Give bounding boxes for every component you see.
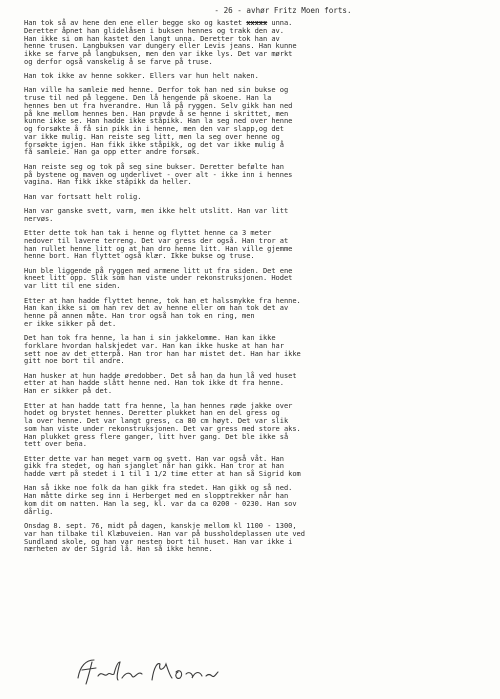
text-line: vagina. Han fikk ikke ståpikk da heller.	[24, 177, 192, 187]
text-line: Han måtte dirke seg inn i Herberget med en slopptrekker når han	[24, 491, 289, 501]
paragraph	[24, 19, 482, 66]
text-line: Sundland skole, og han var nesten bort til huset. Han var ikke i	[24, 536, 293, 546]
paragraph	[24, 402, 482, 449]
text-line: la over henne. Det var langt gress, ca 80 cm høyt. Det var slik	[24, 416, 289, 426]
text-line: nervøs.	[24, 213, 54, 223]
text-line: var han tilbake til Klæbuveien. Han var på bussholdeplassen ute ved	[24, 528, 305, 538]
text-line: var litt til ene siden.	[24, 281, 121, 291]
text-line: Han er sikker på det.	[24, 386, 113, 396]
paragraph	[24, 372, 482, 395]
text-line: og forsøkte å få sin pikk in i henne, men den var slapp,og det	[24, 124, 284, 134]
text-line: Etter dette tok han tak i henne og flyttet henne ca 3 meter	[24, 228, 272, 238]
text-line: hodet og brystet hennes. Deretter plukket han en del gress og	[24, 408, 280, 418]
paragraph	[24, 334, 482, 365]
text-line: Deretter åpnet han glidelåsen i buksen hennes og trakk den av.	[24, 25, 284, 35]
text-line: tett over bena.	[24, 439, 87, 449]
text-line: Etter at han hadde flyttet henne, tok han et halssmykke fra henne.	[24, 295, 301, 305]
document-body	[24, 19, 482, 553]
text-line: og derfor også vanskelig å se farve på truse.	[24, 56, 213, 66]
text-line: få samleie. Han ga opp etter andre forsøk.	[24, 147, 201, 157]
text-line: henne på annen måte. Han tror også han tok en ring, men	[24, 311, 255, 320]
text-line: Det han tok fra henne, la han i sin jakkelomme. Han kan ikke	[24, 333, 276, 343]
text-line: kom dit om natten. Han la seg, kl. var da ca 0200 - 0230. Han sov	[24, 498, 297, 508]
text-line: dårlig.	[24, 506, 54, 516]
paragraph	[24, 86, 482, 156]
text-line: henne bort. Han flyttet også klær. Ikke bukse og truse.	[24, 251, 255, 261]
text-line: på bystene og maven og underlivet - over alt - ikke inn i hennes	[24, 169, 293, 179]
text-line: truse til ned på leggene. Den lå hengende på skoene. Han la	[24, 93, 272, 103]
text-line: kunne ikke se. Han hadde ikke ståpikk. Han la seg ned over henne	[24, 116, 293, 126]
text-line: var ikke mulig. Han reiste seg litt, men la seg over henne og	[24, 131, 280, 141]
text-line: Etter at han hadde tatt fra henne, la han hennes røde jakke over	[24, 400, 293, 410]
text-line: gitt noe bort til andre.	[24, 356, 125, 366]
paragraph	[24, 484, 482, 515]
paragraph	[24, 207, 482, 223]
text-line: Han ville ha samleie med henne. Derfor tok han ned sin bukse og	[24, 85, 289, 95]
paragraph	[24, 72, 482, 80]
text-line: Han reiste seg og tok på seg sine bukser. Deretter befølte han	[24, 161, 284, 171]
text-line: Hun ble liggende på ryggen med armene litt ut fra siden. Det ene	[24, 265, 293, 275]
text-line: etter at han hadde slått henne ned. Han tok ikke dt fra henne.	[24, 378, 284, 388]
paragraph	[24, 455, 482, 478]
text-line: Han ikke si om han kastet den langt unna. Deretter tok han av	[24, 33, 280, 43]
page-header: - 26 - avhør Fritz Moen forts.	[214, 6, 352, 15]
text-line: henne trusen. Langbuksen var dungery eller Levis jeans. Han kunne	[24, 41, 297, 51]
text-line: hadde vært på stedet i 1 til 1 1/2 time etter at han så Sigrid kom	[24, 469, 301, 479]
text-line: forklare hvordan halskjedet var. Han kan ikke huske at han har	[24, 340, 284, 350]
text-line: hennes ben ut fra hverandre. Hun lå på ryggen. Selv gikk han ned	[24, 100, 293, 110]
paragraph	[24, 297, 482, 328]
text-line: Han husker at hun hadde øredobber. Det så han da hun lå ved huset	[24, 370, 297, 380]
text-line: nærheten av der Sigrid lå. Han så ikke henne.	[24, 544, 213, 554]
text-line: sett noe av det etterpå. Han tror han har mistet det. Han har ikke	[24, 348, 301, 358]
text-line: er ikke sikker på det.	[24, 318, 117, 328]
text-line: Etter dette var han meget varm og svett. Han var også våt. Han	[24, 453, 284, 463]
text-line: ikke se farve på langbuksen, men den var ikke lys. Det var mørkt	[24, 49, 293, 58]
text-line: han rullet henne litt og at han dro henne litt. Han ville gjemme	[24, 243, 293, 253]
text-line: Han så ikke noe folk da han gikk fra stedet. Han gikk og så ned.	[24, 483, 293, 493]
text-line: kneet litt opp. Slik som han viste under rekonstruksjonen. Hodet	[24, 273, 293, 283]
text-line: Han tok så av hene den ene eller begge sko og kastet xxxxx unna.	[24, 18, 293, 27]
text-line: gikk fra stedet, og han sjanglet når han gikk. Han tror at han	[24, 461, 284, 471]
text-line: Han kan ikke si om han rev det av henne eller om han tok det av	[24, 303, 289, 313]
paragraph	[24, 229, 482, 260]
paragraph	[24, 267, 482, 290]
text-line: på kne mellom hennes ben. Han prøvde å se henne i skrittet, men	[24, 108, 289, 118]
struck-out-word: xxxxx	[246, 18, 268, 27]
text-line: nedover til lavere terreng. Det var gress der også. Han tror at	[24, 235, 289, 245]
text-line: som han viste under rekonstruksjonen. Det var gress med store aks.	[24, 423, 301, 433]
text-line: forsøkte igjen. Han fikk ikke ståpikk, og det var ikke mulig å	[24, 139, 284, 149]
text-line: Han var fortsatt helt rolig.	[24, 191, 142, 201]
text-line: Han plukket gress flere ganger, litt hver gang. Det ble ikke så	[24, 431, 289, 441]
text-line: Han tok ikke av henne sokker. Ellers var hun helt naken.	[24, 71, 259, 81]
signature	[72, 656, 252, 688]
text-line: Han var ganske svett, varm, men ikke helt utslitt. Han var litt	[24, 205, 289, 215]
paragraph	[24, 193, 482, 201]
paragraph	[24, 163, 482, 186]
text-line: Onsdag 8. sept. 76, midt på dagen, kanskje mellom kl 1100 - 1300,	[24, 521, 297, 531]
paragraph	[24, 522, 482, 553]
